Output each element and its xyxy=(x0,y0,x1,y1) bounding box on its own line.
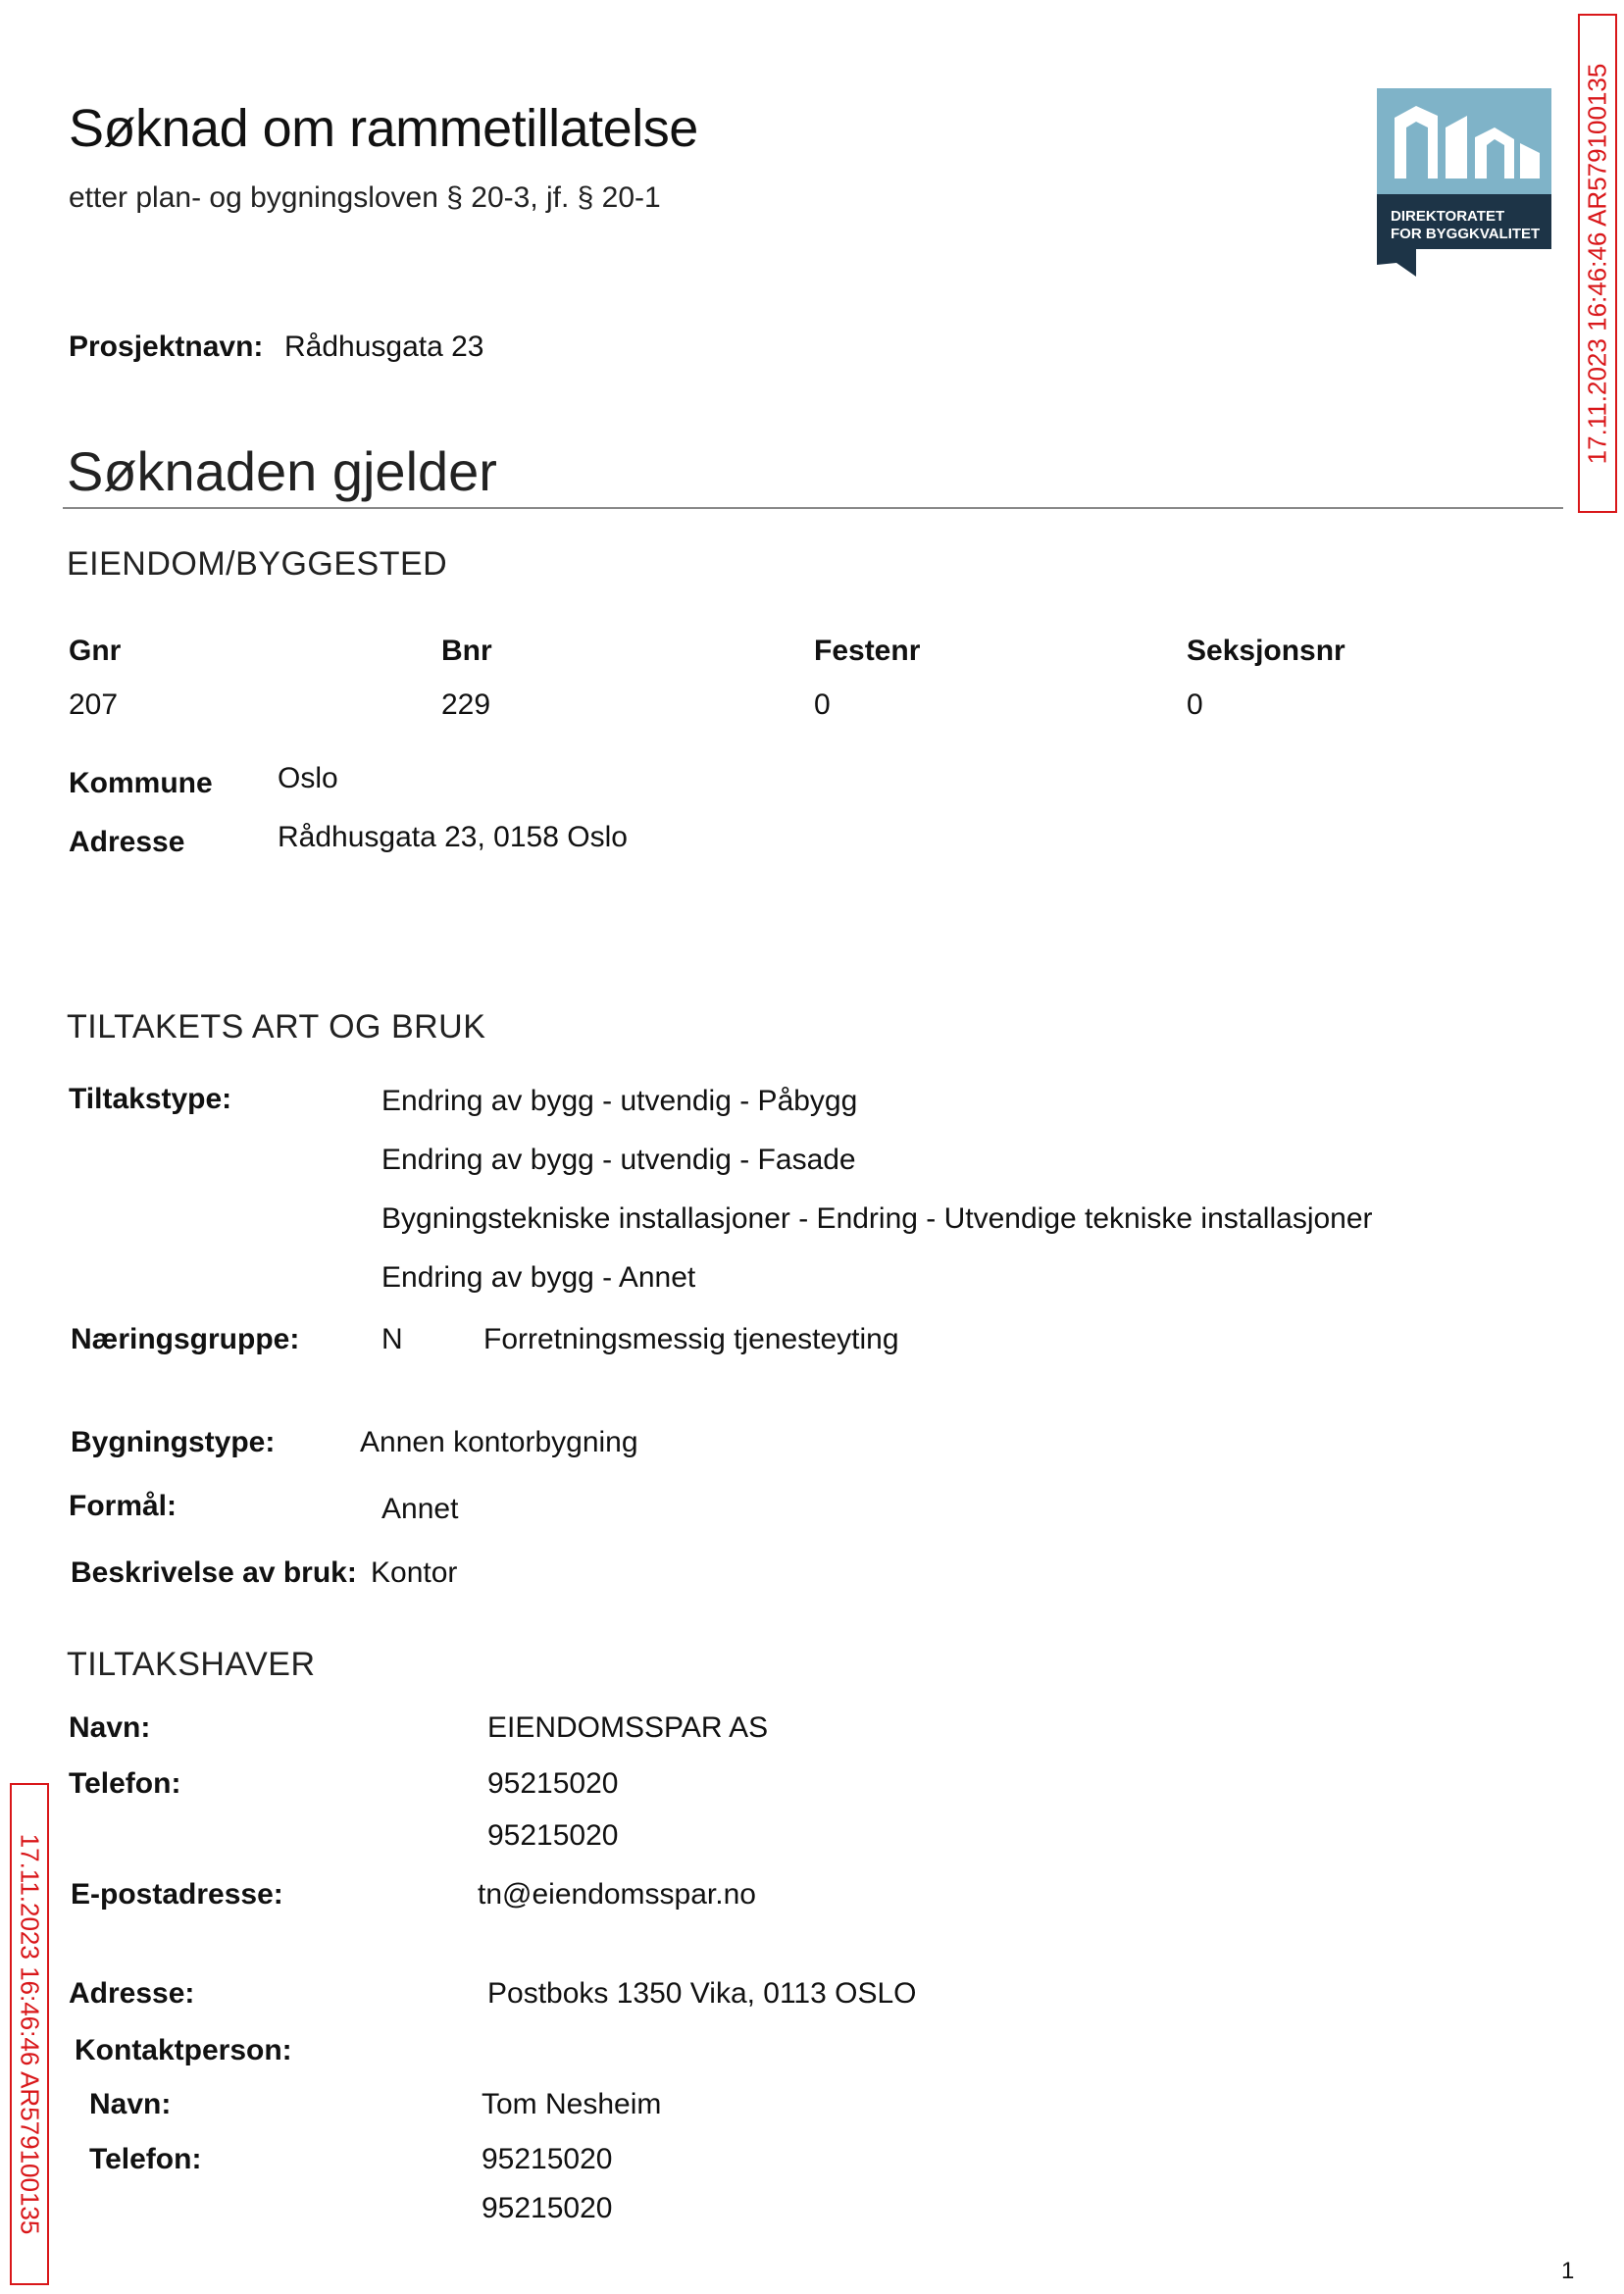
adresse-value: Rådhusgata 23, 0158 Oslo xyxy=(278,821,628,853)
tiltakstype-item: Endring av bygg - utvendig - Påbygg xyxy=(381,1085,858,1117)
naeringsgruppe-value: Forretningsmessig tjenesteyting xyxy=(483,1323,899,1355)
logo-text-line2: FOR BYGGKVALITET xyxy=(1391,226,1541,242)
seksjonsnr-value: 0 xyxy=(1187,688,1203,721)
contact-name-label: Navn: xyxy=(89,2088,172,2120)
bygningstype-label: Bygningstype: xyxy=(71,1426,276,1458)
archive-stamp-top xyxy=(1578,14,1617,513)
column-header-bnr: Bnr xyxy=(441,635,492,667)
tiltakstype-item: Endring av bygg - Annet xyxy=(381,1261,696,1294)
contact-name-value: Tom Nesheim xyxy=(482,2088,662,2120)
naeringsgruppe-code: N xyxy=(381,1323,403,1355)
owner-heading: TILTAKSHAVER xyxy=(67,1646,316,1683)
contact-phone-label: Telefon: xyxy=(89,2143,202,2175)
column-header-festenr: Festenr xyxy=(814,635,921,667)
measure-heading: TILTAKETS ART OG BRUK xyxy=(67,1008,486,1045)
archive-stamp-text: 17.11.2023 16:46:46 AR579100135 xyxy=(1582,63,1612,464)
owner-address-value: Postboks 1350 Vika, 0113 OSLO xyxy=(487,1977,917,2010)
project-label: Prosjektnavn: xyxy=(69,331,264,363)
owner-phone-value: 95215020 xyxy=(487,1819,619,1852)
formal-value: Annet xyxy=(381,1493,459,1525)
tiltakstype-item: Bygningstekniske installasjoner - Endring - Utvendige tekniske installasjoner xyxy=(381,1202,1373,1235)
beskrivelse-value: Kontor xyxy=(371,1556,458,1589)
property-heading: EIENDOM/BYGGESTED xyxy=(67,545,448,583)
logo-text-line1: DIREKTORATET xyxy=(1391,208,1505,225)
owner-address-label: Adresse: xyxy=(69,1977,195,2010)
page-number: 1 xyxy=(1561,2258,1575,2284)
adresse-label: Adresse xyxy=(69,826,185,858)
owner-name-label: Navn: xyxy=(69,1711,151,1744)
naeringsgruppe-label: Næringsgruppe: xyxy=(71,1323,300,1355)
document-subtitle: etter plan- og bygningsloven § 20-3, jf. § 20-1 xyxy=(69,181,661,214)
contact-phone-value: 95215020 xyxy=(482,2192,613,2224)
divider xyxy=(63,507,1563,509)
bnr-value: 229 xyxy=(441,688,491,721)
festenr-value: 0 xyxy=(814,688,831,721)
archive-stamp-text: 17.11.2023 16:46:46 AR579100135 xyxy=(15,1833,45,2235)
project-value: Rådhusgata 23 xyxy=(284,331,484,363)
bygningstype-value: Annen kontorbygning xyxy=(360,1426,638,1458)
tiltakstype-item: Endring av bygg - utvendig - Fasade xyxy=(381,1144,856,1176)
tiltakstype-label: Tiltakstype: xyxy=(69,1083,232,1115)
owner-name-value: EIENDOMSSPAR AS xyxy=(487,1711,769,1744)
archive-stamp-side xyxy=(10,1783,49,2285)
dibk-logo-icon xyxy=(1377,88,1551,277)
contact-person-label: Kontaktperson: xyxy=(75,2034,292,2066)
owner-phone-label: Telefon: xyxy=(69,1767,181,1800)
section-heading: Søknaden gjelder xyxy=(67,440,497,502)
beskrivelse-label: Beskrivelse av bruk: xyxy=(71,1556,357,1589)
column-header-seksjonsnr: Seksjonsnr xyxy=(1187,635,1345,667)
dibk-logo xyxy=(1377,88,1551,277)
owner-email-label: E-postadresse: xyxy=(71,1878,283,1911)
document-title: Søknad om rammetillatelse xyxy=(69,99,698,158)
column-header-gnr: Gnr xyxy=(69,635,122,667)
kommune-label: Kommune xyxy=(69,767,213,799)
contact-phone-value: 95215020 xyxy=(482,2143,613,2175)
gnr-value: 207 xyxy=(69,688,119,721)
owner-email-value: tn@eiendomsspar.no xyxy=(478,1878,756,1911)
formal-label: Formål: xyxy=(69,1490,178,1522)
owner-phone-value: 95215020 xyxy=(487,1767,619,1800)
kommune-value: Oslo xyxy=(278,762,338,794)
